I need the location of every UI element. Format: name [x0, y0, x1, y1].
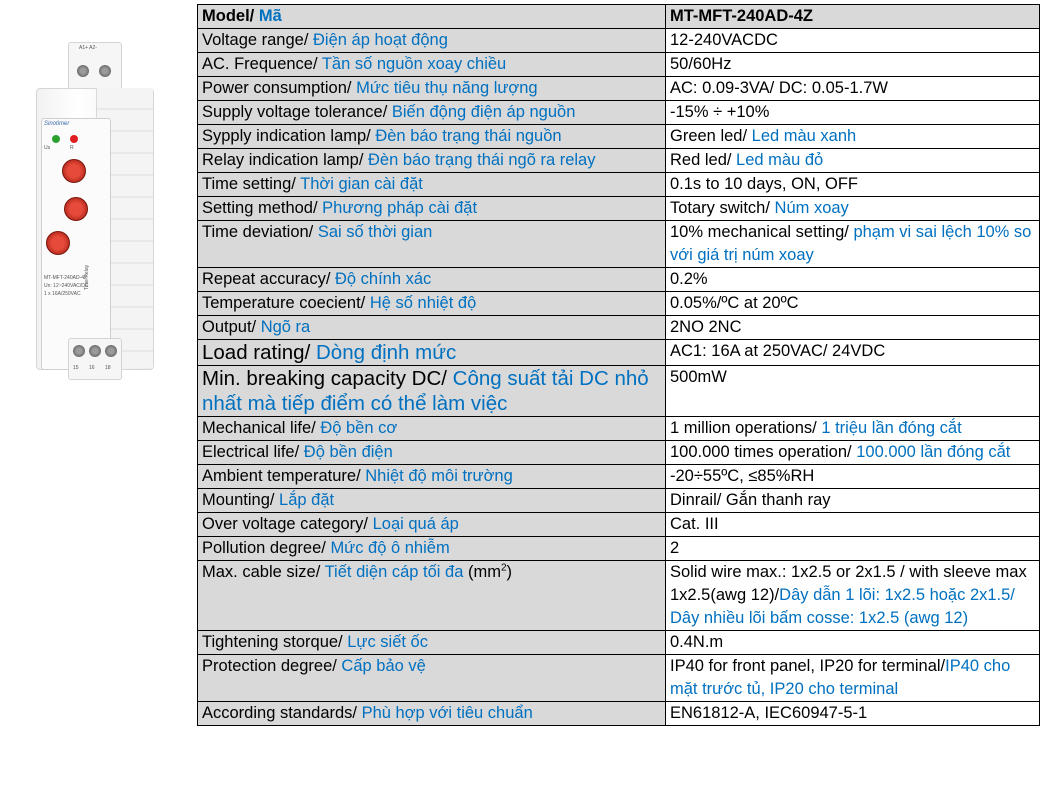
table-row [198, 417, 1040, 441]
relay-led-icon [70, 135, 78, 143]
fine-time-knob-icon [64, 197, 88, 221]
spec-label-vi: Công suất tải DC nhỏ nhất mà tiếp điểm có thể làm việc [202, 367, 649, 415]
spec-value-en: 10% mechanical setting/ [670, 223, 854, 241]
spec-value: 0.2% [670, 270, 708, 288]
spec-label-vi: Lực siết ốc [347, 633, 428, 651]
spec-value-cell [666, 561, 1040, 631]
top-terminal-label: A1+ A2- [79, 45, 97, 51]
spec-value-vi: Dây dẫn 1 lõi: 1x2.5 hoặc 2x1.5/ Dây nhiều lõi bấm cosse: 1x2.5 (awg 12) [670, 586, 1015, 627]
spec-value: 2 [670, 539, 680, 557]
spec-value-cell [666, 77, 1040, 101]
screw-icon [99, 65, 111, 77]
supply-label: Un: 12~240VAC/DC [44, 283, 89, 289]
spec-value-cell [666, 125, 1040, 149]
device-name-label: Time Relay [84, 264, 90, 290]
header-value-cell: MT-MFT-240AD-4Z [666, 5, 1040, 29]
spec-label-en: Repeat accuracy/ [202, 270, 335, 288]
table-row [198, 292, 1040, 316]
spec-label-en: Min. breaking capacity DC/ [202, 367, 453, 390]
spec-value-cell [666, 101, 1040, 125]
time-range-knob-icon [62, 159, 86, 183]
spec-value-cell [666, 340, 1040, 366]
top-terminal-block [68, 42, 122, 92]
relay-front-face [41, 118, 111, 370]
spec-value-vi: Led màu xanh [751, 127, 857, 145]
table-row [198, 53, 1040, 77]
spec-label-vi: Độ bền điện [303, 443, 393, 461]
spec-label-vi: Biến động điện áp nguồn [391, 103, 576, 121]
spec-label-cell [198, 702, 666, 726]
spec-label-cell [198, 53, 666, 77]
table-row [198, 513, 1040, 537]
spec-label-vi: Tần số nguồn xoay chiều [321, 55, 507, 73]
spec-label-vi: Mức tiêu thụ năng lượng [356, 79, 538, 97]
contact-label: 1 x 16A/250VAC [44, 291, 81, 297]
spec-value-vi: phạm vi sai lệch 10% so với giá trị núm xoay [670, 223, 1032, 264]
table-row [198, 489, 1040, 513]
screw-icon [77, 65, 89, 77]
spec-label-vi: Lắp đặt [279, 491, 335, 509]
table-row [198, 77, 1040, 101]
spec-label-en: Mechanical life/ [202, 419, 321, 437]
power-led-icon [52, 135, 60, 143]
spec-label-cell [198, 316, 666, 340]
spec-label-cell [198, 268, 666, 292]
spec-value: 500mW [670, 368, 727, 386]
spec-value-en: Solid wire max.: 1x2.5 or 2x1.5 / with sleeve max 1x2.5(awg 12)/ [670, 563, 1027, 604]
spec-label-sup: 2 [500, 562, 507, 574]
spec-value: 0.1s to 10 days, ON, OFF [670, 175, 858, 193]
table-row [198, 173, 1040, 197]
table-row [198, 631, 1040, 655]
spec-label-cell [198, 441, 666, 465]
table-row [198, 316, 1040, 340]
spec-label-en: Power consumption/ [202, 79, 357, 97]
spec-value-cell [666, 53, 1040, 77]
spec-label-cell [198, 29, 666, 53]
spec-label-en: Load rating/ [202, 341, 316, 364]
spec-label-cell [198, 101, 666, 125]
spec-label-en: Supply voltage tolerance/ [202, 103, 392, 121]
spec-value-cell [666, 221, 1040, 268]
spec-value-vi: Núm xoay [774, 199, 849, 217]
spec-label-cell [198, 465, 666, 489]
spec-value-cell [666, 197, 1040, 221]
spec-label-cell [198, 77, 666, 101]
spec-label-en: Relay indication lamp/ [202, 151, 368, 169]
spec-label-en: Mounting/ [202, 491, 280, 509]
spec-label-en: Pollution degree/ [202, 539, 331, 557]
terminal-16-label: 16 [89, 365, 95, 371]
header-label-vi: Mã [258, 7, 282, 25]
spec-label-cell [198, 537, 666, 561]
spec-label-cell [198, 366, 666, 417]
spec-value: -15% ÷ +10% [670, 103, 770, 121]
terminal-18-label: 18 [105, 365, 111, 371]
spec-value: AC1: 16A at 250VAC/ 24VDC [670, 342, 886, 360]
spec-value-en: IP40 for front panel, IP20 for terminal/ [670, 657, 946, 675]
spec-value-vi: Led màu đỏ [736, 151, 824, 169]
spec-value-cell [666, 292, 1040, 316]
spec-label-cell [198, 561, 666, 631]
spec-value-cell [666, 149, 1040, 173]
spec-label-en: Over voltage category/ [202, 515, 373, 533]
screw-icon [89, 345, 101, 357]
spec-label-cell [198, 513, 666, 537]
spec-label-vi: Độ chính xác [334, 270, 432, 288]
spec-label-en: Voltage range/ [202, 31, 314, 49]
table-row [198, 29, 1040, 53]
spec-label-en: Protection degree/ [202, 657, 342, 675]
spec-value: 2NO 2NC [670, 318, 742, 336]
spec-value: Dinrail/ Gắn thanh ray [670, 491, 831, 509]
spec-label-en: Setting method/ [202, 199, 323, 217]
spec-value-vi: IP40 cho mặt trước tủ, IP20 cho terminal [670, 657, 1011, 698]
spec-label-vi: Phù hợp với tiêu chuẩn [361, 704, 533, 722]
spec-label-cell [198, 417, 666, 441]
spec-label-en: Tightening storque/ [202, 633, 348, 651]
table-row [198, 340, 1040, 366]
table-row [198, 441, 1040, 465]
spec-label-vi: Đèn báo trạng thái ngõ ra relay [368, 151, 596, 169]
spec-label-unit: (mm [463, 563, 501, 581]
spec-value-vi: 100.000 lần đóng cắt [856, 443, 1011, 461]
table-row [198, 268, 1040, 292]
spec-value: EN61812-A, IEC60947-5-1 [670, 704, 868, 722]
spec-label-en: According standards/ [202, 704, 362, 722]
spec-label-cell [198, 340, 666, 366]
spec-label-vi: Phương pháp cài đặt [322, 199, 478, 217]
table-row [198, 149, 1040, 173]
spec-label-en: Temperature coecient/ [202, 294, 370, 312]
spec-label-vi: Điện áp hoạt động [313, 31, 448, 49]
spec-value: AC: 0.09-3VA/ DC: 0.05-1.7W [670, 79, 888, 97]
spec-label-cell [198, 631, 666, 655]
spec-value-en: Totary switch/ [670, 199, 775, 217]
spec-label-vi: Sai số thời gian [317, 223, 433, 241]
spec-value-cell [666, 268, 1040, 292]
spec-label-en: Output/ [202, 318, 261, 336]
spec-value-cell [666, 489, 1040, 513]
spec-value: 0.4N.m [670, 633, 724, 651]
bottom-terminal-block [68, 338, 122, 380]
spec-value-en: Red led/ [670, 151, 737, 169]
spec-value-cell [666, 366, 1040, 417]
spec-label-cell [198, 655, 666, 702]
spec-table [197, 4, 1040, 726]
led-label-us: Us [44, 145, 51, 151]
spec-label-vi: Dòng định mức [315, 341, 457, 364]
spec-value: 50/60Hz [670, 55, 732, 73]
header-label-cell [198, 5, 666, 29]
spec-value: 12-240VACDC [670, 31, 778, 49]
table-row [198, 561, 1040, 631]
spec-label-vi: Mức độ ô nhiễm [330, 539, 450, 557]
spec-value: Cat. III [670, 515, 719, 533]
spec-label-en: Sypply indication lamp/ [202, 127, 376, 145]
spec-value-en: 1 million operations/ [670, 419, 822, 437]
spec-value-cell [666, 29, 1040, 53]
spec-label-cell [198, 221, 666, 268]
spec-value-cell [666, 316, 1040, 340]
table-row [198, 101, 1040, 125]
spec-value: 0.05%/ºC at 20ºC [670, 294, 799, 312]
spec-label-en: Ambient temperature/ [202, 467, 366, 485]
header-label-en: Model/ [202, 7, 259, 25]
spec-value-cell [666, 631, 1040, 655]
spec-label-vi: Tiết diện cáp tối đa [324, 563, 464, 581]
spec-label-vi: Cấp bảo vệ [341, 657, 426, 675]
spec-label-en: Time setting/ [202, 175, 301, 193]
brand-logo: Sinotimer [44, 121, 70, 127]
spec-label-vi: Độ bền cơ [320, 419, 398, 437]
spec-label-cell [198, 489, 666, 513]
product-image [0, 28, 188, 380]
screw-icon [105, 345, 117, 357]
screw-icon [73, 345, 85, 357]
spec-label-vi: Thời gian cài đặt [300, 175, 423, 193]
spec-value-cell [666, 465, 1040, 489]
spec-label-vi: Ngõ ra [260, 318, 311, 336]
spec-value-cell [666, 513, 1040, 537]
spec-value-cell [666, 655, 1040, 702]
spec-label-unit-close: ) [506, 563, 513, 581]
table-row [198, 125, 1040, 149]
spec-label-en: Time deviation/ [202, 223, 318, 241]
table-row [198, 702, 1040, 726]
spec-label-vi: Loại quá áp [372, 515, 459, 533]
spec-value-cell [666, 702, 1040, 726]
spec-label-vi: Hệ số nhiệt độ [369, 294, 477, 312]
spec-label-vi: Nhiệt độ môi trường [365, 467, 513, 485]
spec-label-cell [198, 173, 666, 197]
table-row [198, 197, 1040, 221]
spec-label-cell [198, 197, 666, 221]
spec-value-vi: 1 triệu lần đóng cắt [821, 419, 962, 437]
function-knob-icon [46, 231, 70, 255]
spec-value-cell [666, 173, 1040, 197]
spec-value-cell [666, 537, 1040, 561]
spec-label-en: AC. Frequence/ [202, 55, 322, 73]
spec-value: -20÷55ºC, ≤85%RH [670, 467, 815, 485]
spec-label-cell [198, 125, 666, 149]
model-label: MT-MFT-240AD-4Z [44, 275, 88, 281]
spec-label-cell [198, 149, 666, 173]
table-row [198, 537, 1040, 561]
led-label-r: R [70, 145, 74, 151]
spec-value-cell [666, 441, 1040, 465]
table-row [198, 221, 1040, 268]
spec-label-vi: Đèn báo trạng thái nguồn [375, 127, 562, 145]
spec-value-en: Green led/ [670, 127, 752, 145]
spec-label-en: Electrical life/ [202, 443, 304, 461]
table-row [198, 465, 1040, 489]
spec-label-en: Max. cable size/ [202, 563, 325, 581]
terminal-15-label: 15 [73, 365, 79, 371]
spec-value-cell [666, 417, 1040, 441]
table-header-row [198, 5, 1040, 29]
table-row [198, 655, 1040, 702]
table-row [198, 366, 1040, 417]
spec-label-cell [198, 292, 666, 316]
spec-value-en: 100.000 times operation/ [670, 443, 857, 461]
